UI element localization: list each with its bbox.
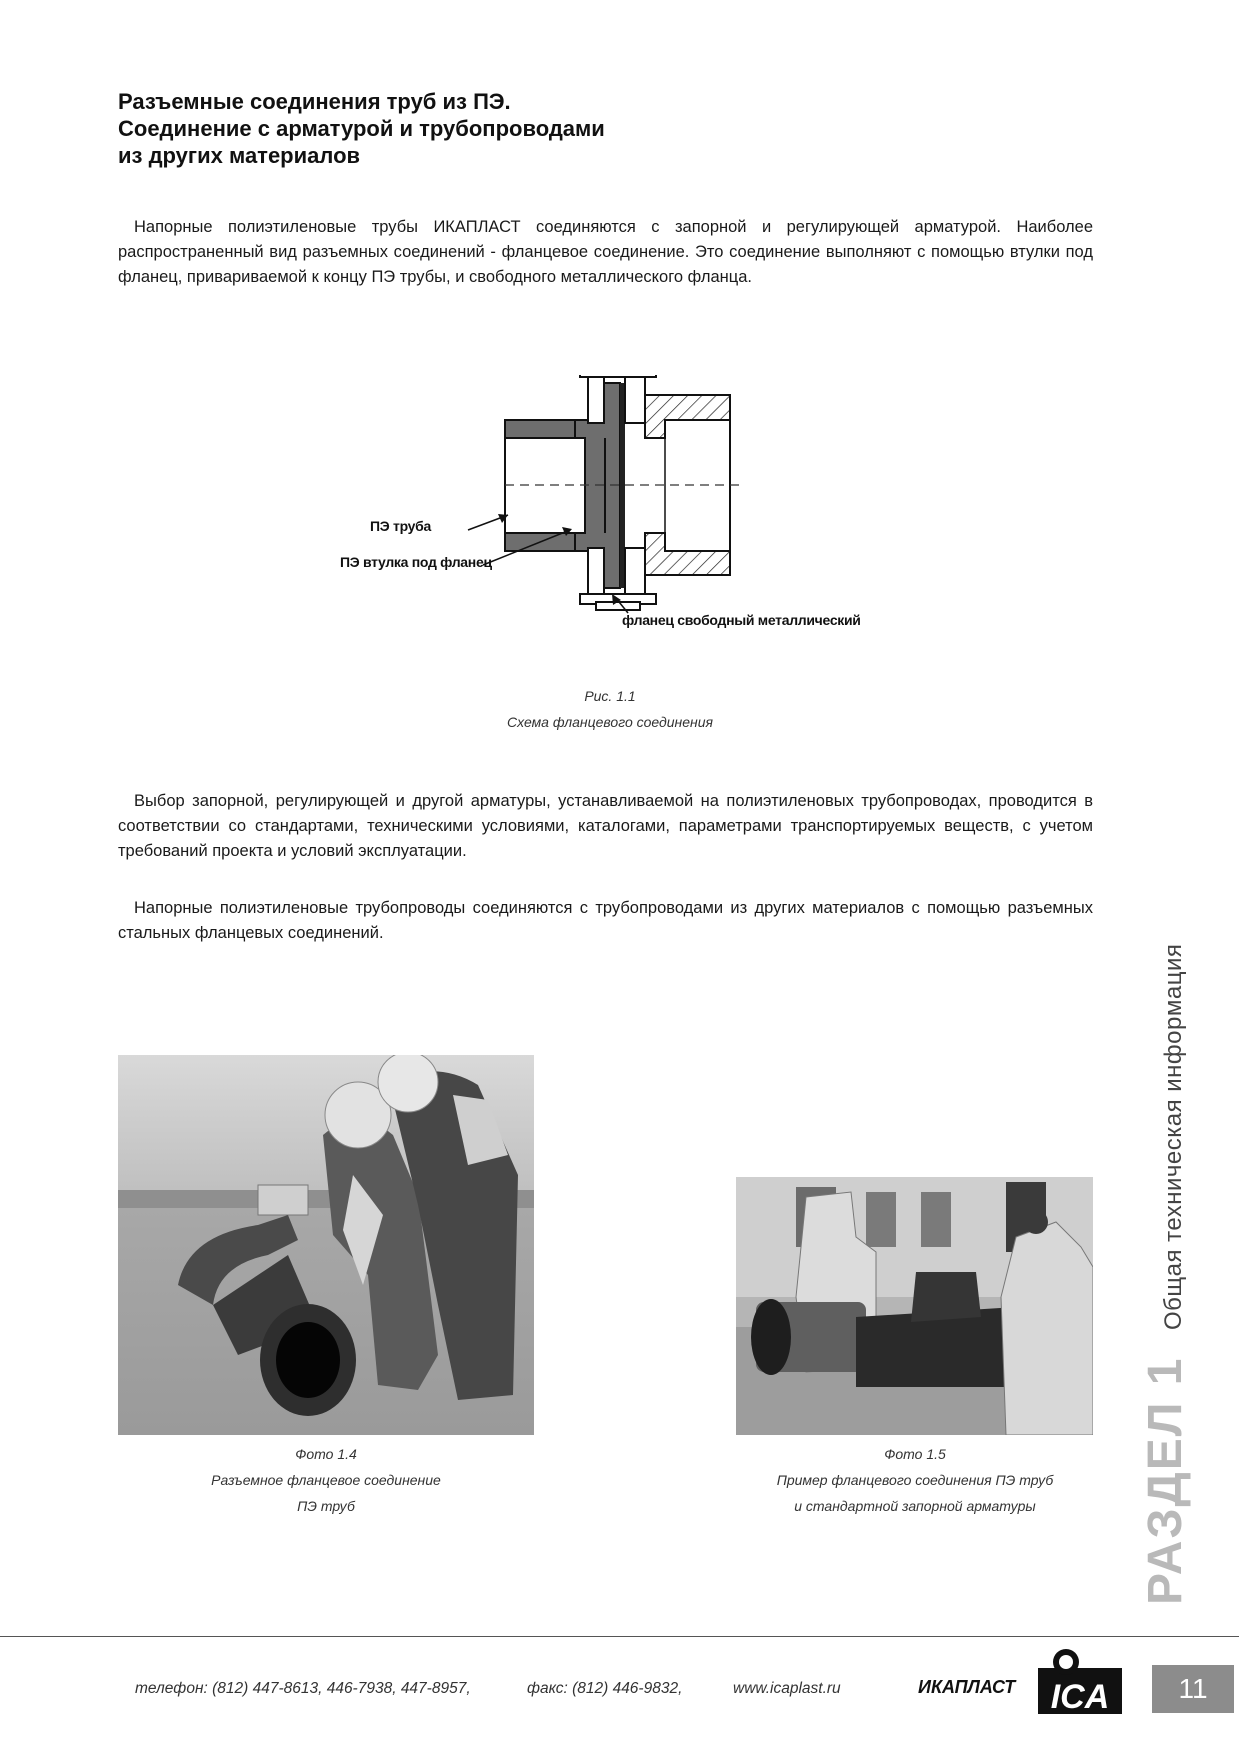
- footer-website[interactable]: www.icaplast.ru: [733, 1680, 841, 1697]
- footer-phone: телефон: (812) 447-8613, 446-7938, 447-8957,: [135, 1680, 471, 1697]
- label-pe-pipe: ПЭ труба: [370, 518, 431, 534]
- intro-paragraph: Напорные полиэтиленовые трубы ИКАПЛАСТ соединяются с запорной и регулирующей арматурой. Наиболее распространенный вид разъемных соединений - фланцевое соединение. Это соединение выполняют с помощью втулки под фланец, привариваемой к концу ПЭ трубы, и свободного металлического фланца.: [118, 218, 1093, 286]
- photo-flange-connection: [118, 1055, 534, 1435]
- footer-fax: факс: (812) 446-9832,: [527, 1680, 683, 1697]
- title-line-3: из других материалов: [118, 143, 361, 168]
- figure-caption: [400, 683, 820, 735]
- title-line-2: Соединение с арматурой и трубопроводами: [118, 116, 605, 141]
- label-metal-flange: фланец свободный металлический: [622, 612, 861, 628]
- photo2-caption: [710, 1441, 1120, 1519]
- photo1-number: Фото 1.4: [295, 1446, 357, 1462]
- title-line-1: Разъемные соединения труб из ПЭ.: [118, 89, 511, 114]
- connection-paragraph: Напорные полиэтиленовые трубопроводы соединяются с трубопроводами из других материалов с помощью разъемных стальных фланцевых соединений.: [118, 899, 1093, 942]
- photo-valve-connection: [736, 1177, 1093, 1435]
- figure-number: Рис. 1.1: [584, 688, 636, 704]
- photo1-caption: [118, 1441, 534, 1519]
- footer-brand: ИКАПЛАСТ: [918, 1677, 1016, 1697]
- footer-divider: [0, 1636, 1239, 1637]
- page-number: 11: [1152, 1665, 1234, 1713]
- sidebar-title: Общая техническая информация: [1160, 943, 1187, 1330]
- label-pe-bushing: ПЭ втулка под фланец: [340, 554, 492, 570]
- photo2-number: Фото 1.5: [884, 1446, 946, 1462]
- photo2-line1: Пример фланцевого соединения ПЭ труб: [776, 1472, 1054, 1488]
- figure-title: Схема фланцевого соединения: [506, 714, 714, 730]
- photo1-line1: Разъемное фланцевое соединение: [211, 1472, 441, 1488]
- logo-text: ICA: [1050, 1678, 1110, 1716]
- photo2-line2: и стандартной запорной арматуры: [794, 1498, 1036, 1514]
- page-title: [118, 88, 818, 169]
- ica-logo-icon: [1038, 1648, 1122, 1718]
- flange-diagram: [340, 375, 920, 635]
- photo1-line2: ПЭ труб: [297, 1498, 355, 1514]
- selection-paragraph: Выбор запорной, регулирующей и другой арматуры, устанавливаемой на полиэтиленовых трубопроводах, проводится в соответствии со стандартами, техническими условиями, каталогами, параметрами транспортируемых веществ, с учетом требований проекта и условий эксплуатации.: [118, 792, 1093, 860]
- sidebar-section: РАЗДЕЛ 1: [1139, 1356, 1192, 1605]
